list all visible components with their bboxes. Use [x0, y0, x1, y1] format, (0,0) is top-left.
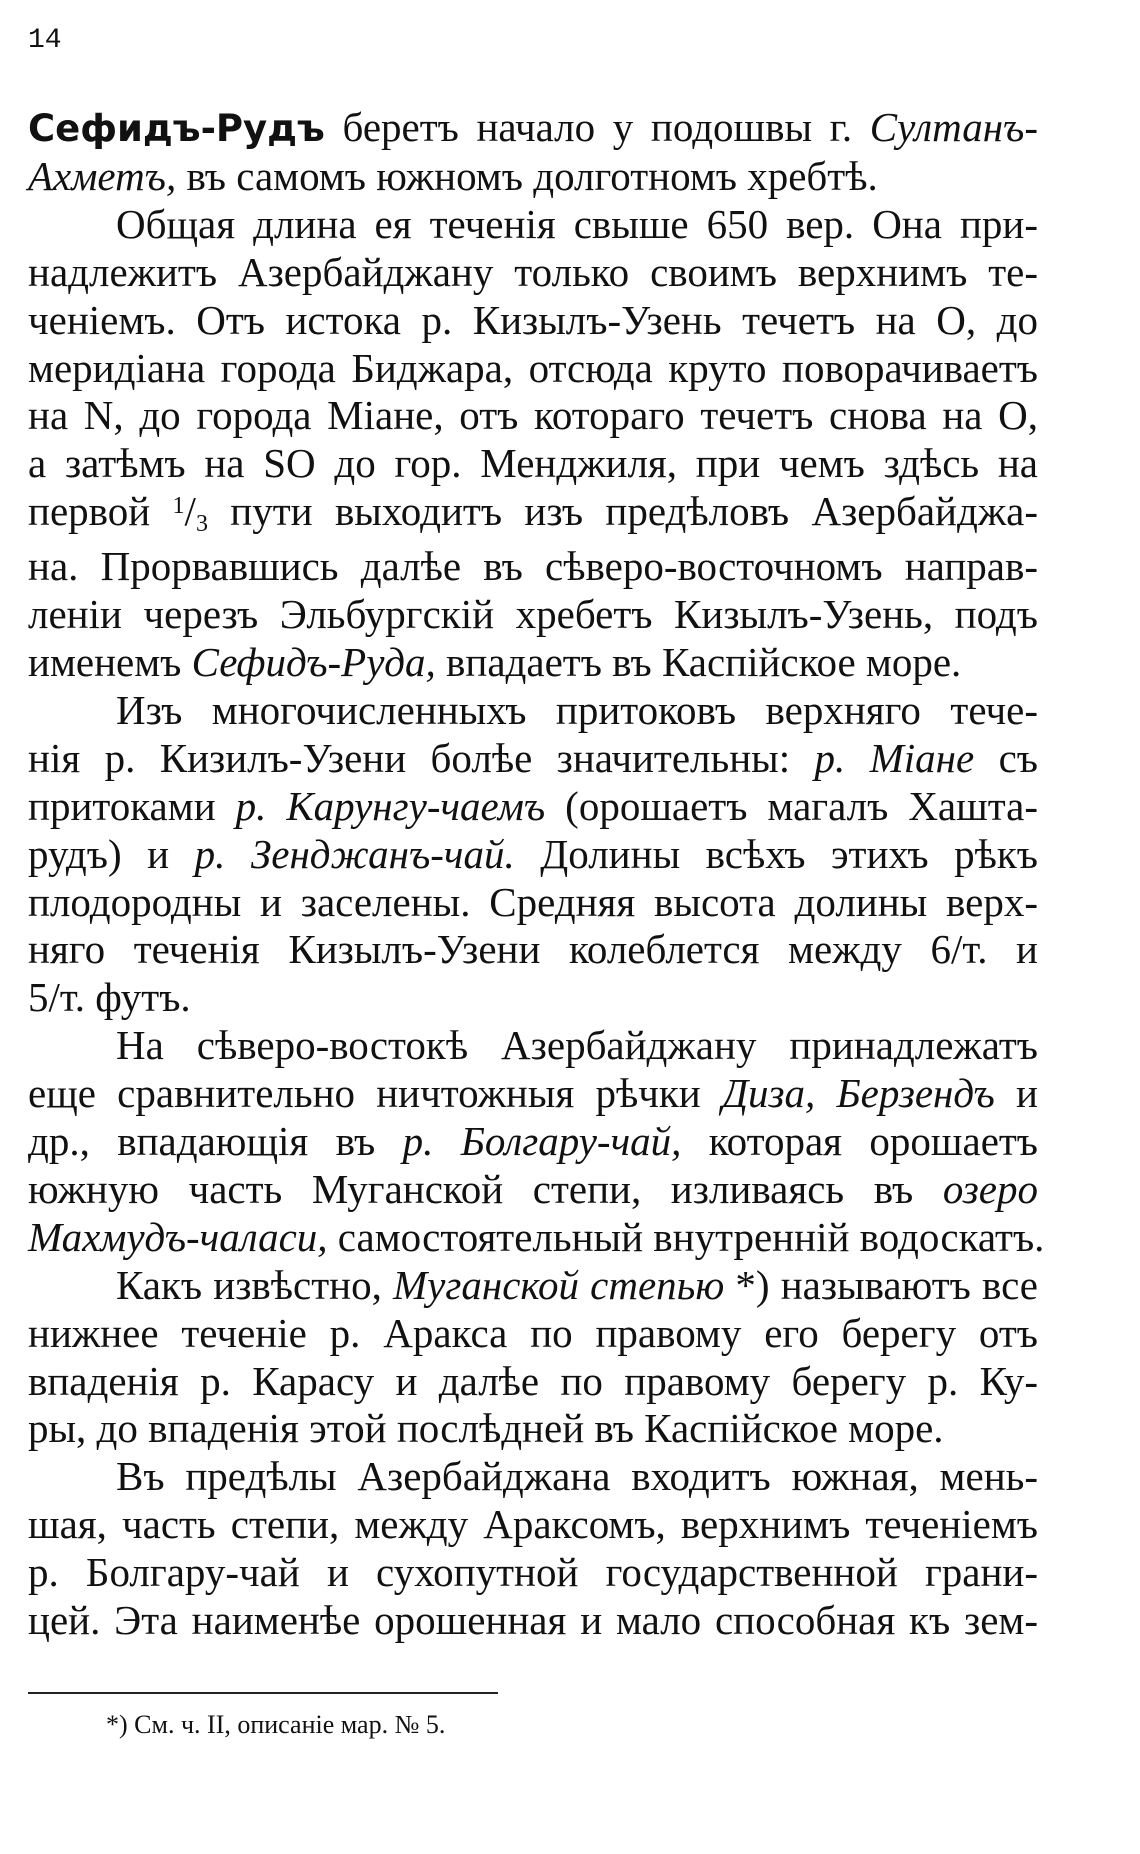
- text-line: [28, 1549, 1038, 1597]
- text-line: [28, 440, 1038, 488]
- text-segment: леніи черезъ Эльбургскій хребетъ Кизылъ-Узень, подъ: [28, 591, 1038, 638]
- text-segment: Общая длина ея теченія свыше 650 вер. Она при-: [116, 200, 1038, 247]
- text-segment: цей. Эта наименѣе орошенная и мало способная къ зем-: [28, 1597, 1038, 1644]
- text-segment: (орошаетъ магалъ Хашта-: [545, 782, 1038, 829]
- text-line: [28, 591, 1038, 639]
- text-line: [28, 1262, 1038, 1310]
- text-segment: шая, часть степи, между Араксомъ, верхнимъ теченіемъ: [28, 1501, 1038, 1548]
- text-segment: 5/т. футъ.: [28, 974, 191, 1021]
- text-segment: беретъ начало у подошвы г.: [324, 104, 870, 150]
- text-segment: въ самомъ южномъ долготномъ хребтѣ.: [176, 152, 878, 199]
- paragraph: [28, 104, 1038, 201]
- text-line: [28, 735, 1038, 783]
- text-segment: р. Карунгу-чаемъ: [235, 782, 546, 829]
- text-segment: Какъ извѣстно,: [116, 1261, 394, 1308]
- text-segment: на. Прорвавшись далѣе въ сѣверо-восточномъ направ-: [28, 543, 1038, 590]
- text-segment: Сефидъ-Рудъ: [28, 107, 325, 150]
- text-line: [28, 543, 1038, 591]
- text-line: [28, 1118, 1038, 1166]
- text-line: [28, 974, 1038, 1022]
- text-segment: нижнее теченіе р. Аракса по правому его берегу отъ: [28, 1309, 1038, 1356]
- text-segment: Ахметъ,: [28, 152, 177, 199]
- text-line: [28, 201, 1038, 249]
- paragraph: [28, 1453, 1038, 1645]
- text-line: [28, 1453, 1038, 1501]
- text-segment: На сѣверо-востокѣ Азербайджану принадлежатъ: [116, 1022, 1038, 1069]
- text-segment: меридіана города Биджара, отсюда круто поворачиваетъ: [28, 344, 1038, 391]
- text-line: [28, 926, 1038, 974]
- text-segment: съ: [974, 734, 1039, 781]
- text-segment: др., впадающія въ: [28, 1118, 403, 1165]
- paragraph: [28, 1262, 1038, 1454]
- page-number: 14: [28, 25, 62, 56]
- text-line: [28, 392, 1038, 440]
- text-line: [28, 249, 1038, 297]
- text-segment: притоками: [28, 782, 236, 829]
- text-line: [28, 1166, 1038, 1214]
- text-line: [28, 1501, 1038, 1549]
- text-segment: р. Міане: [814, 734, 975, 781]
- text-segment: р. Болгару-чай,: [402, 1118, 682, 1165]
- text-line: [28, 1070, 1038, 1118]
- text-segment: Изъ многочисленныхъ притоковъ верхняго тече-: [116, 686, 1038, 733]
- text-line: [28, 153, 1038, 201]
- text-segment: /: [184, 488, 196, 535]
- text-line: [28, 783, 1038, 831]
- text-segment: *) называютъ все: [724, 1261, 1038, 1308]
- text-segment: озеро: [942, 1165, 1038, 1212]
- text-line: [28, 1405, 1038, 1453]
- text-line: [28, 1022, 1038, 1070]
- text-segment: Султанъ-: [869, 104, 1038, 150]
- text-segment: на N, до города Міане, отъ котораго течетъ снова на О,: [28, 392, 1038, 439]
- text-line: [28, 1310, 1038, 1358]
- text-segment: первой: [28, 488, 173, 535]
- text-line: [28, 639, 1038, 687]
- text-segment: ченіемъ. Отъ истока р. Кизылъ-Узень течетъ на О, до: [28, 296, 1038, 343]
- text-segment: и: [994, 1070, 1038, 1117]
- text-segment: впаденія р. Карасу и далѣе по правому берегу р. Ку-: [28, 1357, 1038, 1404]
- text-segment: которая орошаетъ: [681, 1118, 1039, 1165]
- text-line: [28, 879, 1038, 927]
- text-segment: Долины всѣхъ этихъ рѣкъ: [514, 830, 1038, 877]
- text-line: [28, 104, 1038, 153]
- text-segment: еще сравнительно ничтожныя рѣчки: [28, 1070, 722, 1117]
- text-segment: Сефидъ-Руда,: [191, 638, 436, 685]
- text-segment: Въ предѣлы Азербайджана входитъ южная, мень-: [116, 1453, 1038, 1500]
- text-segment: р. Болгару-чай и сухопутной государственной грани-: [28, 1549, 1038, 1596]
- book-page: [28, 24, 1045, 1824]
- text-segment: самостоятельный внутренній водоскатъ.: [327, 1213, 1045, 1260]
- text-segment: надлежитъ Азербайджану только своимъ верхнимъ те-: [28, 248, 1038, 295]
- text-line: [28, 831, 1038, 879]
- paragraph: [28, 201, 1038, 687]
- footnote-divider: [28, 1692, 498, 1694]
- text-segment: Махмудъ-чаласи,: [28, 1213, 328, 1260]
- text-line: [28, 1597, 1038, 1645]
- text-segment: няго теченія Кизылъ-Узени колеблется между 6/т. и: [28, 926, 1038, 973]
- footnote: *) См. ч. II, описаніе мар. № 5.: [106, 1710, 446, 1739]
- text-segment: пути выходитъ изъ предѣловъ Азербайджа-: [207, 488, 1039, 535]
- text-line: [28, 488, 1038, 543]
- paragraph: [28, 1022, 1045, 1262]
- text-line: [28, 1358, 1038, 1406]
- text-line: [28, 687, 1038, 735]
- text-segment: нія р. Кизилъ-Узени болѣе значительны:: [28, 734, 815, 781]
- text-segment: 1: [172, 493, 185, 520]
- text-segment: южную часть Муганской степи, изливаясь въ: [28, 1165, 943, 1212]
- text-segment: а затѣмъ на SO до гор. Менджиля, при чемъ здѣсь на: [28, 440, 1038, 487]
- paragraph: [28, 687, 1038, 1022]
- text-segment: именемъ: [28, 638, 192, 685]
- text-line: [28, 345, 1038, 393]
- text-segment: рудъ) и: [28, 830, 195, 877]
- text-segment: Диза, Берзендъ: [721, 1070, 995, 1117]
- text-segment: 3: [195, 511, 208, 538]
- text-line: [28, 297, 1038, 345]
- text-segment: Муганской степью: [393, 1261, 725, 1308]
- text-line: [28, 1213, 1045, 1262]
- body-text: [28, 104, 1045, 1645]
- text-segment: впадаетъ въ Каспійское море.: [435, 638, 962, 685]
- text-segment: р. Зенджанъ-чай.: [194, 830, 515, 877]
- text-segment: плодородны и заселены. Средняя высота долины верх-: [28, 878, 1038, 925]
- text-segment: ры, до впаденія этой послѣдней въ Каспійское море.: [28, 1405, 944, 1452]
